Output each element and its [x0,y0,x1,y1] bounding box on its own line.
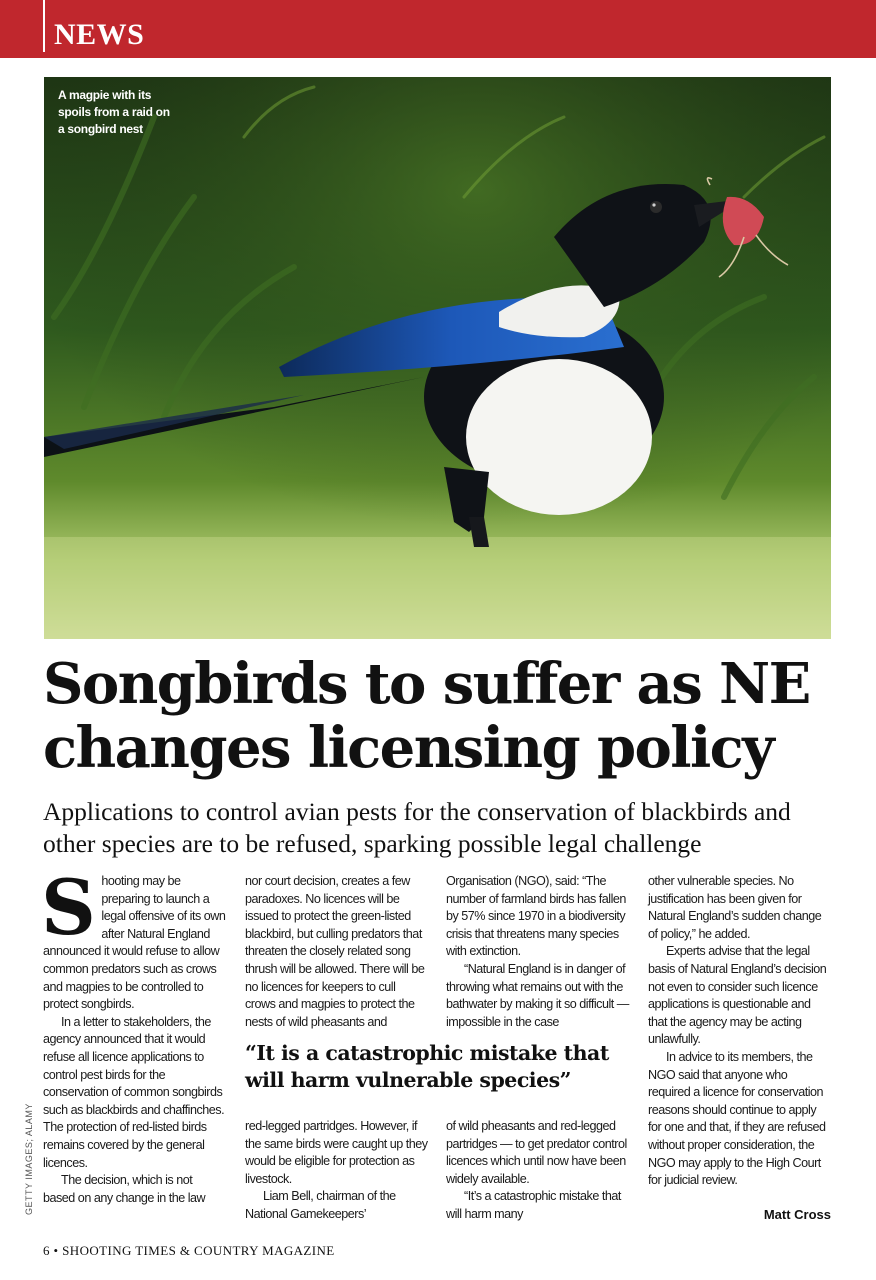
paragraph-1 [41,863,226,1014]
section-header-bar [0,0,876,58]
column-1 [41,863,226,1207]
paragraph-5-end: of wild pheasants and red-legged partridges — to get predator control licences which until now have been widely available. [446,1119,627,1186]
paragraph-3-start: The decision, which is not based on any change in the law [43,1173,206,1205]
paragraph-5-start: “Natural England is in danger of throwing what remains out with the bathwater by making it so difficult — impossible in the case [446,961,629,1029]
column-4 [648,873,831,1190]
magpie-photo [44,77,831,639]
header-rule [43,0,45,52]
photo-credit: GETTY IMAGES; ALAMY [24,1103,34,1215]
paragraph-4-end: Organisation (NGO), said: “The number of farmland birds has fallen by 57% since 1970 in a biodiversity crisis that threatens many species with extinction. [446,874,626,959]
paragraph-2: In a letter to stakeholders, the agency announced that it would refuse all licence applications to control pest birds for the conservation of common songbirds such as blackbirds and chaffinches. The protection of red-listed birds remains covered by the general licences. [43,1014,225,1170]
byline: Matt Cross [763,1207,831,1222]
article-standfirst: Applications to control avian pests for the conservation of blackbirds and other species are to be refused, sparking possible legal challenge [43,797,791,858]
paragraph-6-start: “It’s a catastrophic mistake that will harm many [446,1189,621,1221]
paragraph-3-middle: nor court decision, creates a few paradoxes. No licences will be issued to protect the green-listed blackbird, but culling predators that threaten the closely related song thrush will be allowed. There will be no licences for keepers to cull crows and magpies to protect the nests of wild pheasants and [245,874,425,1029]
paragraph-4-start: Liam Bell, chairman of the National Gamekeepers’ [245,1189,396,1221]
paragraph-3-end: red-legged partridges. However, if the same birds were caught up they would be eligible for protection as livestock. [245,1119,428,1186]
column-3-bottom [446,1118,629,1224]
paragraph-1-text: hooting may be preparing to launch a legal offensive of its own after Natural England announced it would refuse to allow common predators such as crows and magpies to be controlled to protect songbirds. [43,874,226,1012]
drop-cap: S [41,863,96,952]
paragraph-7: Experts advise that the legal basis of Natural England’s decision not even to consider such licence applications is questionable and that the agency may be acting unlawfully. [648,944,827,1047]
page-folio: 6 • SHOOTING TIMES & COUNTRY MAGAZINE [43,1243,335,1258]
pull-quote: “It is a catastrophic mistake that will harm vulnerable species” [245,1041,609,1092]
photo-caption: A magpie with its spoils from a raid on a songbird nest [58,88,170,136]
magpie-illustration [44,77,831,639]
paragraph-8: In advice to its members, the NGO said that anyone who required a licence for conservation reasons should continue to apply for one and that, if they are refused without proper consideration, the NGO may apply to the High Court for judicial review. [648,1049,826,1188]
article-headline: Songbirds to suffer as NE changes licensing policy [43,651,810,781]
paragraph-6-end: other vulnerable species. No justification has been given for Natural England’s sudden change of policy,” he added. [648,874,822,941]
column-3-top [446,873,629,1031]
column-2-top [245,873,428,1031]
column-2-bottom [245,1118,428,1224]
section-label: NEWS [54,18,145,51]
